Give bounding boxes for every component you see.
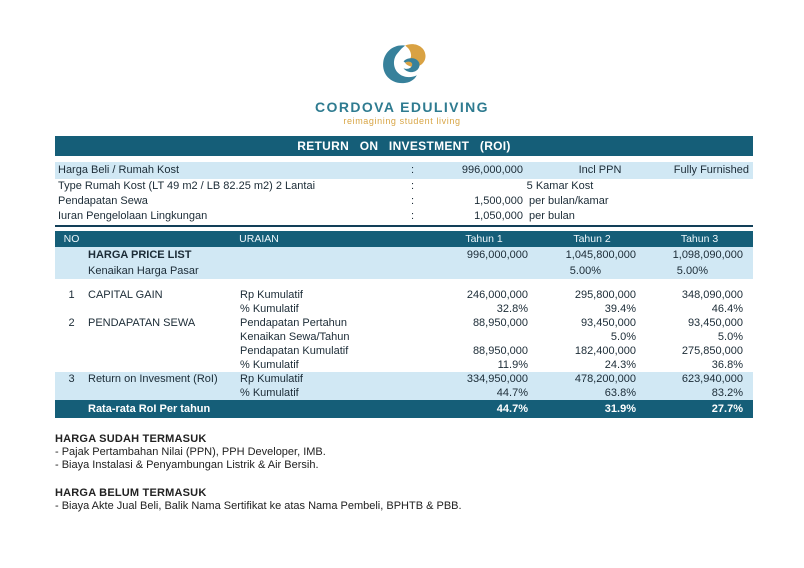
note-title: HARGA BELUM TERMASUK <box>55 487 207 499</box>
cell-name: CAPITAL GAIN <box>88 289 163 301</box>
info-row-pendapatan-sewa <box>55 194 753 209</box>
note-item: - Biaya Instalasi & Penyambungan Listrik & Air Bersih. <box>55 459 319 471</box>
cell-name: HARGA PRICE LIST <box>88 249 192 261</box>
document-title: RETURN ON INVESTMENT (ROI) <box>55 136 753 156</box>
header-tahun-1: Tahun 1 <box>465 233 503 245</box>
cell-tahun2: 5.00% <box>569 265 601 277</box>
cell-tahun3: 36.8% <box>711 359 743 371</box>
document-content <box>55 128 753 513</box>
colon: : <box>411 210 415 222</box>
cell-tahun2: 478,200,000 <box>574 373 636 385</box>
cell-desc <box>240 263 430 279</box>
cell-tahun3: 275,850,000 <box>681 345 743 357</box>
cell-name <box>88 358 240 372</box>
cell-no: 2 <box>68 317 75 329</box>
cell-no: 3 <box>68 373 75 385</box>
table-row <box>55 316 753 330</box>
cell-name <box>88 386 240 400</box>
property-info-section <box>55 162 753 227</box>
cell-tahun2: 5.0% <box>610 331 636 343</box>
cell-tahun3: 348,090,000 <box>681 289 743 301</box>
info-label: Iuran Pengelolaan Lingkungan <box>58 210 208 222</box>
cell-tahun1: 32.8% <box>496 303 528 315</box>
header-uraian: URAIAN <box>239 233 279 245</box>
info-value: 1,050,000 <box>474 210 523 222</box>
table-section <box>55 288 753 372</box>
cell-name: PENDAPATAN SEWA <box>88 317 196 329</box>
info-row-harga-beli <box>55 162 753 179</box>
note-block-excluded <box>55 487 753 513</box>
cell-name <box>88 344 240 358</box>
cell-desc: Pendapatan Pertahun <box>240 317 348 329</box>
info-note-furnished: Fully Furnished <box>673 164 749 176</box>
header-no: NO <box>63 233 80 245</box>
table-row <box>55 302 753 316</box>
note-item: - Pajak Pertambahan Nilai (PPN), PPH Developer, IMB. <box>55 446 326 458</box>
cell-no <box>55 344 88 358</box>
cell-no <box>55 386 88 400</box>
cell-tahun2: 24.3% <box>604 359 636 371</box>
info-value: 996,000,000 <box>461 164 523 176</box>
cell-tahun1 <box>430 263 538 279</box>
table-row <box>55 358 753 372</box>
cell-tahun2: 1,045,800,000 <box>565 249 636 261</box>
cell-desc: Kenaikan Sewa/Tahun <box>240 331 350 343</box>
cell-tahun1: 996,000,000 <box>466 249 528 261</box>
cell-name: Kenaikan Harga Pasar <box>88 265 199 277</box>
note-item: - Biaya Akte Jual Beli, Balik Nama Sertifikat ke atas Nama Pembeli, BPHTB & PBB. <box>55 500 462 512</box>
notes-section <box>55 433 753 513</box>
info-label: Pendapatan Sewa <box>58 195 148 207</box>
info-row-type <box>55 179 753 194</box>
cell-name: Return on Invesment (RoI) <box>88 373 218 385</box>
cell-tahun1: 88,950,000 <box>472 317 528 329</box>
table-row <box>55 263 753 279</box>
brand-tagline: reimagining student living <box>343 116 461 126</box>
footer-label: Rata-rata RoI Per tahun <box>88 403 211 415</box>
cell-tahun2: 93,450,000 <box>580 317 636 329</box>
cell-no: 1 <box>68 289 75 301</box>
cell-no <box>55 330 88 344</box>
roi-table-header <box>55 231 753 247</box>
info-value: 1,500,000 <box>474 195 523 207</box>
info-unit: per bulan <box>529 210 575 222</box>
colon: : <box>411 195 415 207</box>
info-note-incl-ppn: Incl PPN <box>578 164 622 176</box>
footer-spacer <box>55 400 88 418</box>
cell-tahun3: 623,940,000 <box>681 373 743 385</box>
footer-tahun-3: 27.7% <box>711 403 743 415</box>
logo-block <box>0 0 804 126</box>
table-row <box>55 330 753 344</box>
cell-tahun3: 93,450,000 <box>687 317 743 329</box>
cell-tahun1 <box>430 330 538 344</box>
footer-tahun-2: 31.9% <box>604 403 636 415</box>
cell-tahun1: 334,950,000 <box>466 373 528 385</box>
cell-tahun3: 46.4% <box>711 303 743 315</box>
table-row <box>55 288 753 302</box>
cell-desc: Rp Kumulatif <box>240 289 303 301</box>
table-row <box>55 344 753 358</box>
table-section <box>55 247 753 279</box>
cell-desc: % Kumulatif <box>240 303 299 315</box>
cell-desc: % Kumulatif <box>240 359 299 371</box>
roi-table-body <box>55 247 753 400</box>
cell-no <box>55 302 88 316</box>
colon: : <box>411 164 415 176</box>
roi-table-footer-row <box>55 400 753 418</box>
note-title: HARGA SUDAH TERMASUK <box>55 433 207 445</box>
cell-no <box>55 263 88 279</box>
info-unit: per bulan/kamar <box>529 195 609 207</box>
cell-desc: Rp Kumulatif <box>240 373 303 385</box>
cell-tahun2: 63.8% <box>604 387 636 399</box>
info-label: Type Rumah Kost (LT 49 m2 / LB 82.25 m2) 2 Lantai <box>58 180 316 192</box>
table-row <box>55 247 753 263</box>
cell-no <box>55 358 88 372</box>
cell-tahun2: 39.4% <box>604 303 636 315</box>
cell-tahun3: 5.0% <box>717 331 743 343</box>
cell-desc: % Kumulatif <box>240 387 299 399</box>
note-block-included <box>55 433 753 472</box>
info-row-iuran <box>55 209 753 224</box>
cell-tahun2: 295,800,000 <box>574 289 636 301</box>
header-tahun-3: Tahun 3 <box>680 233 719 245</box>
cell-tahun1: 44.7% <box>496 387 528 399</box>
cell-name <box>88 330 240 344</box>
cell-tahun2: 182,400,000 <box>574 345 636 357</box>
cell-desc: Pendapatan Kumulatif <box>240 345 349 357</box>
info-value: 5 Kamar Kost <box>526 180 594 192</box>
cordova-eduliving-logo-icon <box>377 42 427 96</box>
footer-tahun-1: 44.7% <box>496 403 528 415</box>
brand-name: CORDOVA EDULIVING <box>315 99 489 115</box>
colon: : <box>411 180 415 192</box>
header-tahun-2: Tahun 2 <box>573 233 611 245</box>
info-label: Harga Beli / Rumah Kost <box>58 164 180 176</box>
cell-name <box>88 302 240 316</box>
cell-tahun1: 88,950,000 <box>472 345 528 357</box>
cell-desc <box>240 247 430 263</box>
cell-tahun3: 5.00% <box>676 265 708 277</box>
cell-no <box>55 247 88 263</box>
cell-tahun1: 246,000,000 <box>466 289 528 301</box>
cell-tahun1: 11.9% <box>497 359 528 371</box>
cell-tahun3: 1,098,090,000 <box>672 249 743 261</box>
table-row <box>55 386 753 400</box>
table-row <box>55 372 753 386</box>
table-section <box>55 372 753 400</box>
cell-tahun3: 83.2% <box>711 387 743 399</box>
